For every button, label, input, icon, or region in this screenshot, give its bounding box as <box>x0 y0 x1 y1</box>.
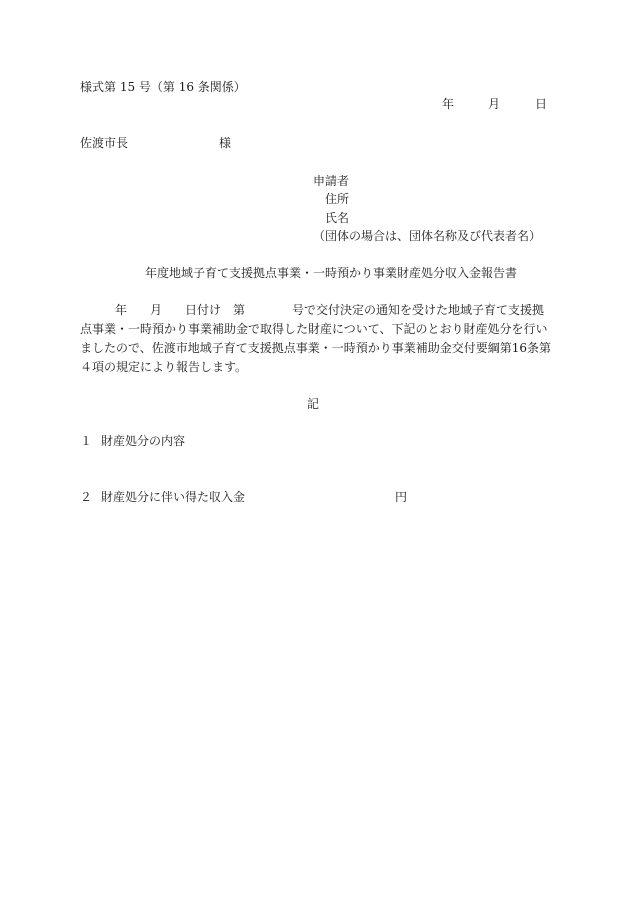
document-title: 年度地域子育て支援拠点事業・一時預かり事業財産処分収入金報告書 <box>145 266 518 280</box>
addressee-honorific: 様 <box>219 136 232 150</box>
form-number: 様式第 15 号（第 16 条関係） <box>80 80 246 94</box>
ki-heading: 記 <box>307 397 320 411</box>
item-number: １ <box>80 434 93 448</box>
date-day-label: 日 <box>535 97 548 111</box>
date-month-label: 月 <box>488 97 501 111</box>
body-line3-text: ましたので、佐渡市地域子育て支援拠点事業・一時預かり事業補助金交付要綱第16条第 <box>80 341 552 355</box>
body-line1-text: 号で交付決定の通知を受けた地域子育て支援拠 <box>292 303 545 317</box>
body-day-label: 日付け <box>185 303 222 317</box>
body-line4-text: ４項の規定により報告します。 <box>80 360 248 374</box>
date-year-label: 年 <box>442 97 455 111</box>
applicant-note: （団体の場合は、団体名称及び代表者名） <box>313 229 542 243</box>
body-line2-text: 点事業・一時預かり事業補助金で取得した財産について、下記のとおり財産処分を行い <box>80 322 548 336</box>
item-label: 財産処分の内容 <box>101 434 186 448</box>
item-number: ２ <box>80 490 93 504</box>
applicant-address-label: 住所 <box>325 192 350 206</box>
item-unit: 円 <box>395 490 408 504</box>
body-month-label: 月 <box>150 303 163 317</box>
body-number-prefix: 第 <box>233 303 246 317</box>
applicant-label: 申請者 <box>313 174 350 188</box>
applicant-name-label: 氏名 <box>325 211 350 225</box>
addressee-name: 佐渡市長 <box>80 136 129 150</box>
item-label: 財産処分に伴い得た収入金 <box>101 490 246 504</box>
body-year-label: 年 <box>115 303 128 317</box>
